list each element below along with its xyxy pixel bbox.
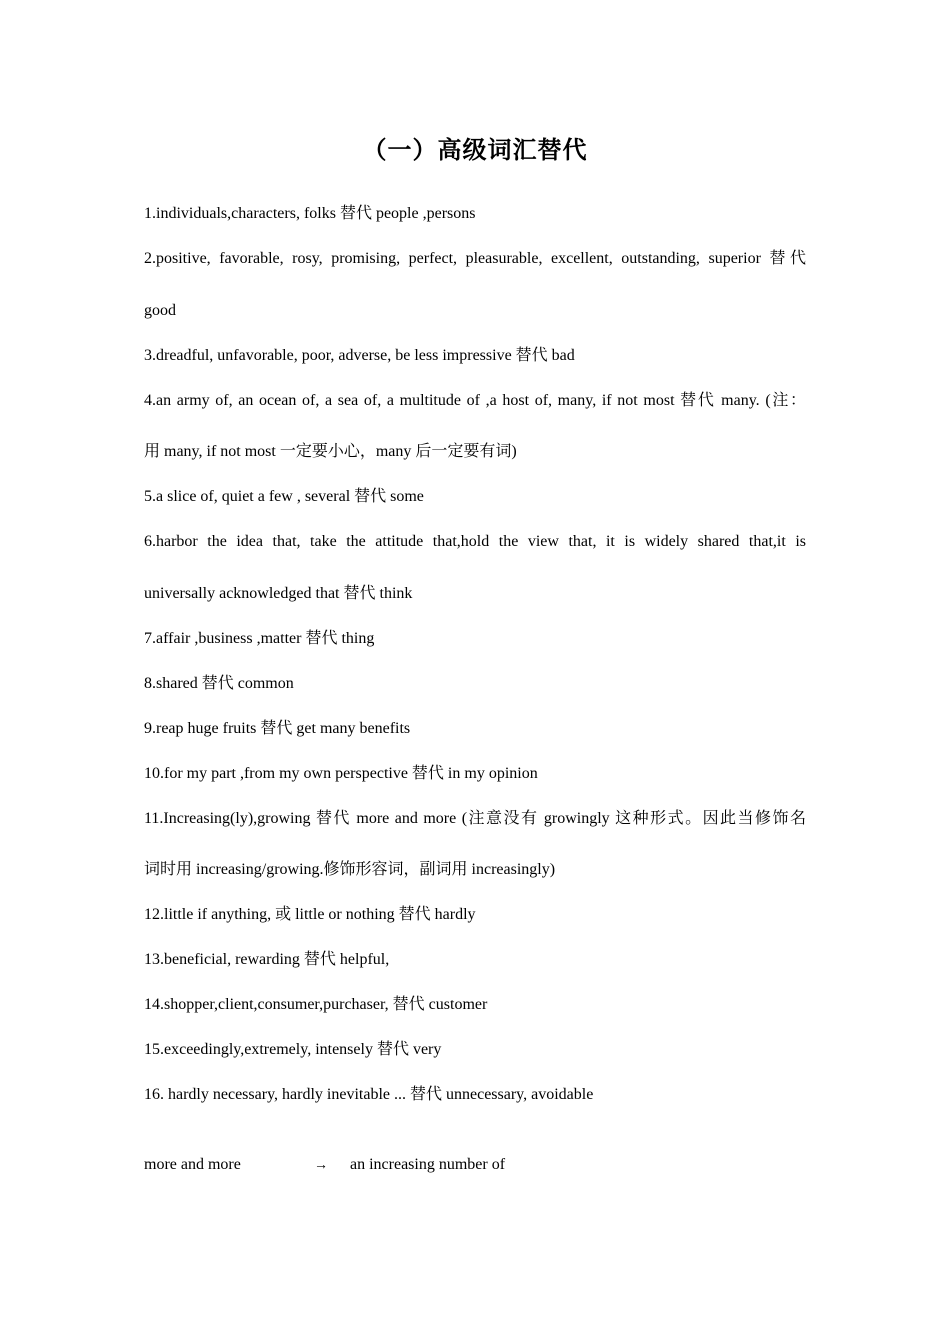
list-item: 12.little if anything, 或 little or nothing 替代 hardly (144, 906, 476, 923)
list-item: 1.individuals,characters, folks 替代 people ,persons (144, 205, 476, 222)
right-arrow-icon: → (314, 1158, 328, 1173)
list-item-continuation: good (144, 302, 176, 319)
replacement-target: an increasing number of (350, 1156, 506, 1173)
list-item: 3.dreadful, unfavorable, poor, adverse, be less impressive 替代 bad (144, 347, 575, 364)
list-item: 16. hardly necessary, hardly inevitable ... 替代 unnecessary, avoidable (144, 1086, 594, 1103)
list-item-continuation: 用 many, if not most 一定要小心，many 后一定要有词) (144, 443, 517, 460)
list-item: 5.a slice of, quiet a few , several 替代 some (144, 488, 424, 505)
list-item: 9.reap huge fruits 替代 get many benefits (144, 720, 411, 737)
list-item: 14.shopper,client,consumer,purchaser, 替代 customer (144, 996, 488, 1013)
list-item-continuation: 词时用 increasing/growing.修饰形容词，副词用 increasingly) (144, 861, 556, 878)
list-item: 15.exceedingly,extremely, intensely 替代 very (144, 1041, 442, 1058)
list-item-continuation: universally acknowledged that 替代 think (144, 585, 413, 602)
replacement-source: more and more (144, 1156, 241, 1173)
list-item: 4.an army of, an ocean of, a sea of, a multitude of ,a host of, many, if not most 替代 many. (注： (144, 392, 806, 409)
page-title: （一）高级词汇替代 (362, 136, 588, 164)
list-item: 10.for my part ,from my own perspective 替代 in my opinion (144, 765, 538, 782)
list-item: 2.positive, favorable, rosy, promising, perfect, pleasurable, excellent, outstanding, superior 替代 (144, 250, 806, 267)
list-item: 7.affair ,business ,matter 替代 thing (144, 630, 375, 647)
list-item: 11.Increasing(ly),growing 替代 more and more (注意没有 growingly 这种形式。因此当修饰名 (144, 810, 806, 827)
list-item: 8.shared 替代 common (144, 675, 294, 692)
replacement-example (144, 1155, 806, 1175)
list-item: 13.beneficial, rewarding 替代 helpful, (144, 951, 390, 968)
list-item: 6.harbor the idea that, take the attitude that,hold the view that, it is widely shared that,it is (144, 533, 806, 550)
